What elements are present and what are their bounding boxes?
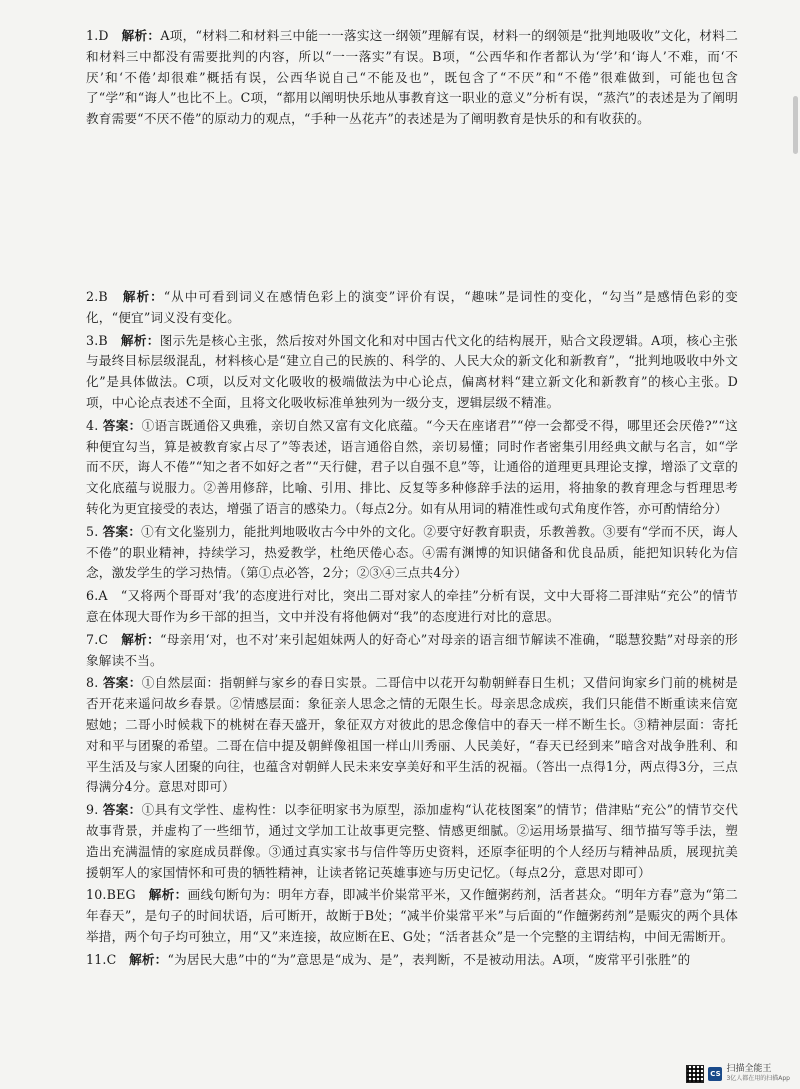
item-head: 解析： — [121, 28, 161, 43]
item-number: 1.D — [86, 28, 109, 43]
item-number: 4. — [86, 417, 99, 433]
item-head: 答案： — [102, 417, 142, 433]
item-number: 2.B — [86, 288, 108, 304]
answer-item-8 — [86, 673, 738, 798]
item-number: 7.C — [86, 631, 109, 647]
watermark-text — [726, 1065, 790, 1083]
blank-gap — [86, 132, 738, 287]
item-head: 解析： — [129, 951, 168, 967]
answer-body — [86, 26, 738, 130]
item-head: 答案： — [102, 802, 142, 818]
camscanner-logo-icon: CS — [708, 1067, 722, 1081]
item-text: ①有文化鉴别力，能批判地吸收古今中外的文化。②要守好教育职责，乐教善教。③要有“学而不厌，诲人不倦”的职业精神，持续学习，热爱教学，杜绝厌倦心态。④需有渊博的知识储备和优良品质，能把知识转化为信念，激发学生的学习热情。（第①点必答，2分；②③④三点共4分） — [86, 523, 738, 581]
answer-item-5 — [86, 522, 738, 584]
item-head: 解析： — [148, 887, 188, 903]
item-number: 10.BEG — [86, 887, 136, 903]
item-text: “又将两个哥哥对‘我’的态度进行对比，突出二哥对家人的牵挂”分析有误，文中大哥将二哥津贴“充公”的情节意在体现大哥作为乡干部的担当，文中并没有将他俩对“我”的态度进行对比的意思。 — [86, 588, 738, 624]
answer-body — [86, 287, 738, 329]
answer-item-7 — [86, 630, 738, 672]
answer-body — [86, 630, 738, 672]
answer-body — [86, 416, 738, 520]
scanner-watermark — [686, 1065, 790, 1083]
item-head: 答案： — [102, 523, 142, 539]
answer-body — [86, 586, 738, 628]
watermark-name: 扫描全能王 — [726, 1064, 772, 1074]
item-head: 解析： — [121, 631, 160, 647]
answer-item-3 — [86, 331, 738, 414]
item-number: 8. — [86, 675, 99, 691]
item-number: 5. — [86, 523, 99, 539]
item-text: “母亲用‘对，也不对’来引起姐妹两人的好奇心”对母亲的语言细节解读不准确，“聪慧狡黠”对母亲的形象解读不当。 — [86, 631, 738, 668]
item-head: 答案： — [102, 675, 142, 691]
item-head: 解析： — [122, 288, 164, 304]
answer-item-1 — [86, 26, 738, 130]
answer-item-11 — [86, 950, 738, 971]
item-number: 6.A — [86, 588, 108, 604]
item-text: 图示先是核心主张，然后按对外国文化和对中国古代文化的结构展开，贴合文段逻辑。A项，核心主张与最终目标层级混乱，材料核心是“建立自己的民族的、科学的、人民大众的新文化和新教育”，“批判地吸收中外文化”是具体做法。C项，以反对文化吸收的极端做法为中心论点，偏离材料“建立新文化和新教育”的核心主张。D项，中心论点表述不全面，且将文化吸收标准单独列为一级分支，逻辑层级不精准。 — [86, 332, 738, 410]
answer-body — [86, 800, 738, 883]
answer-item-9 — [86, 800, 738, 883]
item-text: “从中可看到词义在感情色彩上的演变”评价有误，“趣味”是词性的变化，“勾当”是感情色彩的变化，“便宜”词义没有变化。 — [86, 288, 738, 325]
item-number: 9. — [86, 802, 99, 818]
item-text: ①语言既通俗又典雅，亲切自然又富有文化底蕴。“今天在座诸君”“停一会都受不得，哪里还会厌倦?”“这种便宜勾当，算是被教育家占尽了”等表述，语言通俗自然，亲切易懂；同时作者密集引用经典文献与名言，如“学而不厌，诲人不倦”“知之者不如好之者”“天行健，君子以自强不息”等，让通俗的道理更具理论支撑，增添了文章的文化底蕴与说服力。②善用修辞，比喻、引用、排比、反复等多种修辞手法的运用，将抽象的教育理念与哲理思考转化为更宜接受的表达，增强了语言的感染力。（每点2分。如有从用词的精准性或句式角度作答，亦可酌情给分） — [86, 417, 738, 516]
item-text: 画线句断句为：明年方春，即减半价粜常平米，又作饘粥药剂，活者甚众。“明年方春”意为“第二年春天”，是句子的时间状语，后可断开，故断于B处；“减半价粜常平米”与后面的“作饘粥药剂”是赈灾的两个具体举措，两个句子均可独立，用“又”来连接，故应断在E、G处；“活者甚众”是一个完整的主谓结构，中间无需断开。 — [86, 887, 738, 944]
answer-body — [86, 673, 738, 798]
item-number: 11.C — [86, 951, 117, 967]
watermark-sub: 3亿人都在用的扫描App — [726, 1075, 790, 1082]
item-text: A项，“材料二和材料三中能一一落实这一纲领”理解有误，材料一的纲领是“批判地吸收”文化，材料二和材料三中都没有需要批判的内容，所以“一一落实”有误。B项，“公西华和作者都认为‘学’和‘诲人’不难，而‘不厌’和‘不倦’却很难”概括有误，公西华说自己“不能及也”，既包含了“不厌”和“不倦”很难做到，可能也包含了“学”和“诲人”也比不上。C项，“都用以阐明快乐地从事教育这一职业的意义”分析有误，“蒸汽”的表述是为了阐明教育需要“不厌不倦”的原动力的观点，“手种一丛花卉”的表述是为了阐明教育是快乐的和有收获的。 — [86, 28, 738, 127]
answer-body — [86, 950, 738, 971]
answer-item-2 — [86, 287, 738, 329]
item-head: 解析： — [120, 332, 160, 348]
item-text: “为居民大患”中的“为”意思是“成为、是”，表判断，不是被动用法。A项，“废常平引张胜”的 — [167, 951, 691, 967]
qr-code-icon — [686, 1065, 704, 1083]
item-text: ①具有文学性、虚构性：以李征明家书为原型，添加虚构“认花枝图案”的情节；借津贴“充公”的情节交代故事背景，并虚构了一些细节，通过文学加工让故事更完整、情感更细腻。②运用场景描写、细节描写等手法，塑造出充满温情的家庭成员群像。③通过真实家书与信件等历史资料，还原李征明的个人经历与精神品质，展现抗美援朝军人的家国情怀和可贵的牺牲精神，让读者铭记英雄事迹与历史记忆。（每点2分，意思对即可） — [86, 802, 738, 880]
scrollbar-thumb[interactable] — [793, 96, 798, 154]
answer-body — [86, 885, 738, 947]
answer-item-4 — [86, 416, 738, 520]
answer-body — [86, 522, 738, 584]
item-number: 3.B — [86, 332, 108, 348]
answer-item-6 — [86, 586, 738, 628]
answer-body — [86, 331, 738, 414]
item-text: ①自然层面：指朝鲜与家乡的春日实景。二哥信中以花开勾勒朝鲜春日生机；又借问询家乡门前的桃树是否开花来遥问故乡春景。②情感层面：象征亲人思念之情的无限生长。母亲思念成疾，我们只能借不断重读来信宽慰她；二哥小时候栽下的桃树在春天盛开，象征双方对彼此的思念像信中的春天一样不断生长。③精神层面：寄托对和平与团聚的希望。二哥在信中提及朝鲜像祖国一样山川秀丽、人民美好，“春天已经到来”暗含对战争胜利、和平生活及与家人团聚的向往，也蕴含对朝鲜人民未来安享美好和平生活的祝福。（答出一点得1分，两点得3分，三点得满分4分。意思对即可） — [86, 675, 738, 795]
answer-item-10 — [86, 885, 738, 947]
